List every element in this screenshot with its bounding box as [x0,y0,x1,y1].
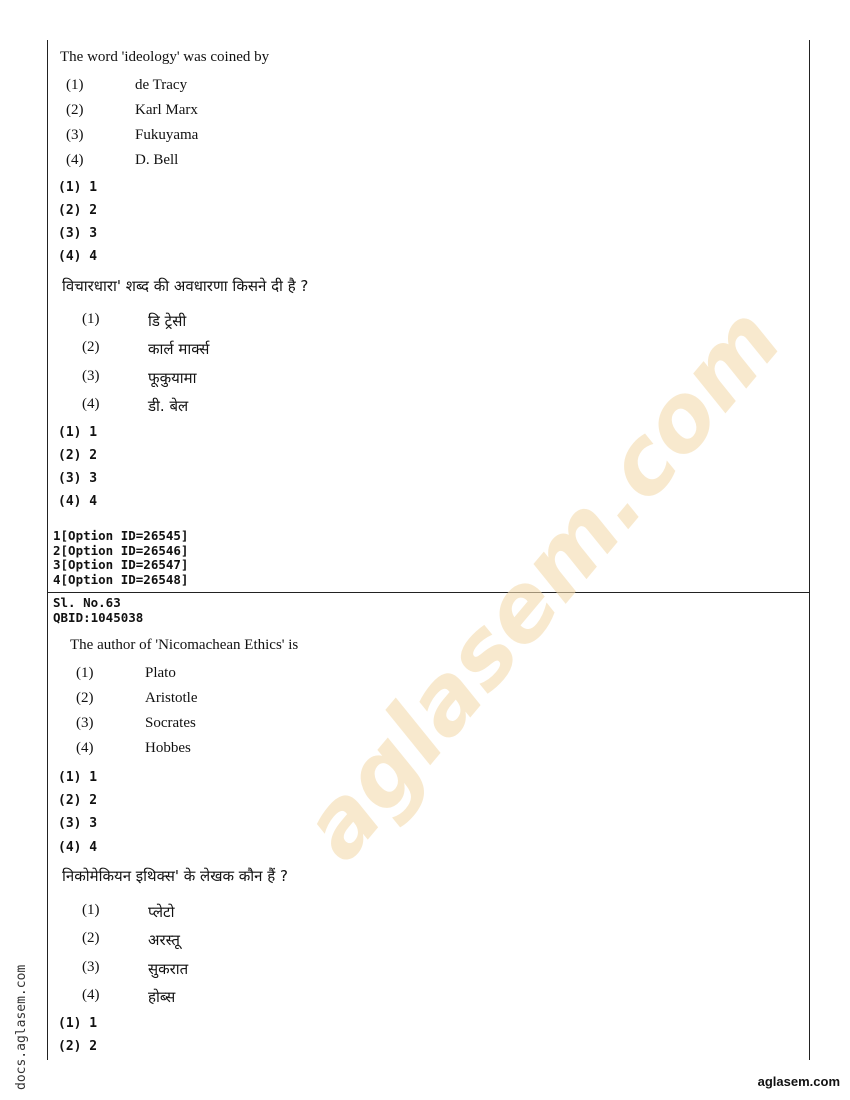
answer-choice[interactable]: (3) 3 [58,226,98,241]
question-62-english: The word 'ideology' was coined by [60,49,270,65]
answer-choice[interactable]: (1) 1 [58,1016,98,1031]
option-id: 1[Option ID=26545] [53,528,189,543]
watermark: aglasem.com [281,287,803,880]
answer-choice[interactable]: (4) 4 [58,249,98,264]
question-63-hindi: निकोमेकियन इथिक्स' के लेखक कौन हैं ? [62,867,288,885]
question-divider [47,592,810,593]
question-62-hindi: विचारधारा' शब्द की अवधारणा किसने दी है ? [62,277,309,295]
answer-choice[interactable]: (1) 1 [58,425,98,440]
option-id: 2[Option ID=26546] [53,542,189,558]
answer-choice[interactable]: (1) 1 [58,770,98,785]
answer-choice[interactable]: (1) 1 [58,180,98,195]
right-border [809,40,810,1060]
sidebar-url[interactable]: docs.aglasem.com [14,964,29,1090]
answer-choice[interactable]: (2) 2 [58,1039,98,1054]
option-id-list [53,529,188,587]
answer-choice[interactable]: (4) 4 [58,840,98,855]
answer-choice[interactable]: (3) 3 [58,471,98,486]
left-border [47,40,48,1060]
option-id: 3[Option ID=26547] [53,557,189,572]
qbid: QBID:1045038 [53,610,144,625]
serial-number: Sl. No.63 [53,595,121,610]
answer-choice[interactable]: (2) 2 [58,203,98,218]
answer-choice[interactable]: (2) 2 [58,448,98,463]
question-meta [53,595,143,625]
footer-brand[interactable]: aglasem.com [757,1074,840,1089]
option-id: 4[Option ID=26548] [53,571,189,587]
answer-choice[interactable]: (2) 2 [58,793,98,808]
question-63-english: The author of 'Nicomachean Ethics' is [70,637,299,653]
answer-choice[interactable]: (3) 3 [58,816,98,831]
answer-choice[interactable]: (4) 4 [58,494,98,509]
